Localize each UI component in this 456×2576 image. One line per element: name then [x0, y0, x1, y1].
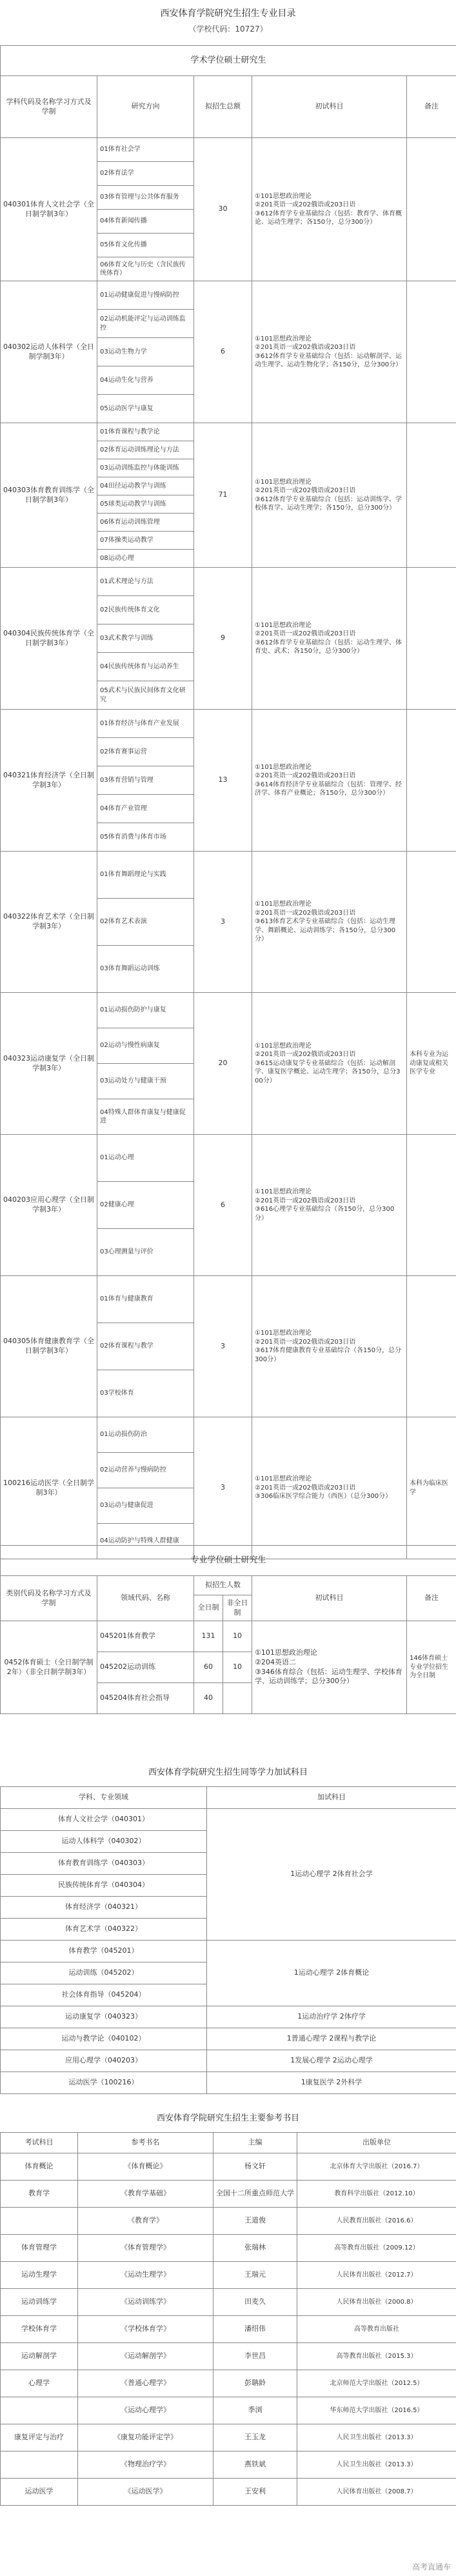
ref-row: [1, 2262, 456, 2289]
direction-item: 03体育营销与管理: [97, 766, 194, 795]
ref-book: 《教育学基础》: [78, 2181, 213, 2208]
page-title: 西安体育学院研究生招生专业目录: [160, 8, 296, 19]
major-note: 本科专业为运动康复或相关医学专业: [407, 993, 456, 1135]
major-exams: [252, 138, 407, 281]
extra-row: [1, 2050, 456, 2072]
prof-field: 045201体育教学: [97, 1621, 194, 1652]
prof-header-quota: 拟招生人数: [194, 1576, 252, 1595]
direction-item: 02体育运动训练理论与方法: [97, 441, 194, 459]
ref-publisher: 人民卫生出版社（2013.3）: [297, 2451, 456, 2479]
extra-field: 运动康复学（040323）: [1, 2006, 207, 2028]
ref-book: 《普通心理学》: [78, 2370, 213, 2397]
direction-item: 03运动生物力学: [97, 338, 194, 366]
ref-editor: 田麦久: [213, 2289, 297, 2316]
major-code: 040322体育艺术学（全日制学制3年）: [1, 852, 97, 993]
ref-publisher: 高等教育出版社（2009.12）: [297, 2235, 456, 2262]
prof-total: 40: [194, 1683, 223, 1714]
exam-line: ②201英语一或202俄语或203日语: [255, 1338, 356, 1346]
prof-parttime: 10: [223, 1621, 252, 1652]
major-note: [407, 423, 456, 568]
extra-body: [1, 1809, 456, 2094]
header-exams: 初试科目: [252, 76, 407, 138]
direction-item: 01体育课程与教学论: [97, 423, 194, 441]
major-row: [1, 568, 456, 596]
prof-exams: [252, 1621, 407, 1714]
exam-line: ①101思想政治理论: [255, 901, 312, 908]
major-code: 040301体育人文社会学（全日制学制3年）: [1, 138, 97, 281]
header-direction: 研究方向: [97, 76, 194, 138]
major-row: [1, 138, 456, 162]
major-row: [1, 710, 456, 738]
ref-publisher: 北京体育大学出版社（2016.7）: [297, 2153, 456, 2181]
ref-row: [1, 2370, 456, 2397]
extra-field: 运动训练（045202）: [1, 1962, 207, 1984]
extra-row: [1, 2028, 456, 2050]
academic-table: [0, 45, 456, 1559]
ref-book: 《物理治疗学》: [78, 2451, 213, 2479]
extra-subjects: 1运动治疗学 2体疗学: [207, 2006, 456, 2028]
extra-row: [1, 1809, 456, 1831]
exam-line: ②201英语一或202俄语或203日语: [255, 201, 356, 208]
direction-item: 02运动机能评定与运动训练监控: [97, 310, 194, 338]
major-row: [1, 281, 456, 310]
major-exams: [252, 993, 407, 1135]
ref-subject: [1, 2451, 78, 2479]
direction-item: 02健康心理: [97, 1182, 194, 1229]
exam-line: ③616心理学专业基础综合（各150分，总分300分）: [255, 1206, 395, 1222]
direction-item: 06体育文化与历史（含民族传统体育）: [97, 257, 194, 281]
exam-line: ③612体育学专业基础综合（包括：运动生理学、体育史、武术；各150分，总分300分）: [255, 639, 402, 655]
prof-header-note: 备注: [407, 1576, 456, 1621]
prof-header-category: 类别代码及名称学习方式及学制: [1, 1576, 97, 1621]
direction-item: 04民族传统体育与运动养生: [97, 653, 194, 681]
extra-table: [0, 1786, 456, 2094]
exam-line: ①101思想政治理论: [255, 1475, 312, 1483]
extra-field: 体育人文社会学（040301）: [1, 1809, 207, 1831]
extra-field: 运动医学（100216）: [1, 2072, 207, 2094]
major-code: 040203应用心理学（全日制学制3年）: [1, 1135, 97, 1276]
exam-line: ③613体育艺术学专业基础综合（包括：运动生理学、舞蹈概论、运动训练学；各150分，总分300分）: [255, 918, 396, 943]
ref-book: 《运动心理学》: [78, 2397, 213, 2424]
ref-publisher: 北京师范大学出版社（2012.5）: [297, 2370, 456, 2397]
extra-field: 体育教育训练学（040303）: [1, 1853, 207, 1875]
refs-table: [0, 2132, 456, 2506]
direction-item: 02民族传统体育文化: [97, 596, 194, 624]
extra-header-subjects: 加试科目: [207, 1787, 456, 1809]
ref-subject: 体育管理学: [1, 2235, 78, 2262]
exam-line: ③617体育健康教育专业基础综合（各150分，总分300分）: [255, 1347, 402, 1363]
direction-item: 07体操类运动教学: [97, 532, 194, 550]
ref-book: 《运动训练学》: [78, 2289, 213, 2316]
prof-header-parttime: 非全日制: [223, 1595, 252, 1621]
extra-field: 体育教学（045201）: [1, 1941, 207, 1962]
ref-subject: [1, 2397, 78, 2424]
ref-publisher: 人民体育出版社（2000.8）: [297, 2289, 456, 2316]
major-note: 本科为临床医学: [407, 1417, 456, 1559]
ref-publisher: 教育科学出版社（2012.10）: [297, 2181, 456, 2208]
direction-item: 06体育运动训练管理: [97, 514, 194, 532]
ref-editor: 杨文轩: [213, 2153, 297, 2181]
extra-subjects: 1康复医学 2外科学: [207, 2072, 456, 2094]
major-row: [1, 1417, 456, 1453]
direction-item: 03武术教学与训练: [97, 624, 194, 653]
exam-line: ①101思想政治理论: [255, 621, 312, 629]
ref-row: [1, 2208, 456, 2235]
extra-row: [1, 1941, 456, 1962]
ref-editor: 燕铁斌: [213, 2451, 297, 2479]
direction-item: 01运动损伤防治: [97, 1417, 194, 1453]
extra-field: 运动与教学论（040102）: [1, 2028, 207, 2050]
direction-item: 01运动心理: [97, 1135, 194, 1182]
major-quota: 13: [194, 710, 252, 852]
professional-band: 专业学位硕士研究生: [1, 1546, 456, 1576]
exam-line: ③612体育学专业基础综合（包括：运动训练学、学校体育学、运动生理学；各150分，总分300分）: [255, 495, 402, 512]
direction-item: 01运动损伤防护与康复: [97, 993, 194, 1028]
major-note: [407, 852, 456, 993]
ref-subject: 运动训练学: [1, 2289, 78, 2316]
exam-line: ②201英语一或202俄语或203日语: [255, 344, 356, 351]
direction-item: 03心理测量与评价: [97, 1229, 194, 1276]
ref-book: 《教育学》: [78, 2208, 213, 2235]
prof-category: 0452体育硕士（全日制学制2年）（非全日制学制3年）: [1, 1621, 97, 1714]
direction-item: 03体育舞蹈运动训练: [97, 946, 194, 993]
prof-header-field: 领域代码、名称: [97, 1576, 194, 1621]
ref-editor: 王道俊: [213, 2208, 297, 2235]
extra-subjects: 1普通心理学 2课程与教学论: [207, 2028, 456, 2050]
direction-item: 08运动心理: [97, 550, 194, 568]
ref-editor: 张瑞林: [213, 2235, 297, 2262]
direction-item: 03体育管理与公共体育服务: [97, 186, 194, 210]
major-quota: 20: [194, 993, 252, 1135]
exam-line: ①101思想政治理论: [255, 763, 312, 771]
exam-line: ②201英语一或202俄语或203日语: [255, 772, 356, 779]
major-exams: [252, 852, 407, 993]
direction-item: 02体育法学: [97, 162, 194, 186]
major-exams: [252, 1135, 407, 1276]
prof-parttime: [223, 1683, 252, 1714]
ref-publisher: 高等教育出版社（2015.3）: [297, 2343, 456, 2370]
ref-editor: 李世昌: [213, 2343, 297, 2370]
refs-title: 西安体育学院研究生招生主要参考书目: [156, 2113, 299, 2123]
prof-parttime: 10: [223, 1652, 252, 1683]
major-row: [1, 1135, 456, 1182]
major-note: [407, 1135, 456, 1276]
ref-row: [1, 2289, 456, 2316]
ref-subject: 体育概论: [1, 2153, 78, 2181]
major-code: 040302运动人体科学（全日制学制3年）: [1, 281, 97, 423]
major-code: 040323运动康复学（全日制学制3年）: [1, 993, 97, 1135]
page-header: [0, 6, 456, 34]
direction-item: 04田径运动教学与训练: [97, 477, 194, 495]
ref-subject: [1, 2208, 78, 2235]
ref-row: [1, 2397, 456, 2424]
major-code: 040321体育经济学（全日制学制3年）: [1, 710, 97, 852]
refs-header-subject: 考试科目: [1, 2133, 78, 2153]
major-quota: 9: [194, 568, 252, 710]
refs-header-publisher: 出版单位: [297, 2133, 456, 2153]
ref-row: [1, 2424, 456, 2451]
ref-row: [1, 2343, 456, 2370]
exam-line: ③612体育学专业基础综合（包括：运动解剖学、运动生理学、运动生物化学；各150分，总分300分）: [255, 352, 402, 368]
direction-item: 03运动处方与健康干预: [97, 1064, 194, 1099]
extra-field: 民族传统体育学（040304）: [1, 1875, 207, 1897]
academic-table-section: [0, 45, 456, 1559]
ref-publisher: 人民体育出版社（2012.7）: [297, 2262, 456, 2289]
ref-row: [1, 2235, 456, 2262]
extra-field: 应用心理学（040203）: [1, 2050, 207, 2072]
extra-field: 社会体育指导（045204）: [1, 1984, 207, 2006]
exam-line: ①101思想政治理论: [255, 335, 312, 343]
major-code: 040303体育教育训练学（全日制学制3年）: [1, 423, 97, 568]
extra-subjects: 1运动心理学 2体育概论: [207, 1941, 456, 2006]
professional-table: [0, 1545, 456, 1714]
prof-note: 146体育硕士专业学位招生为全日制: [407, 1621, 456, 1714]
direction-item: 05体育文化传播: [97, 234, 194, 257]
ref-editor: 潘绍伟: [213, 2316, 297, 2343]
major-code: 100216运动医学（全日制学制3年）: [1, 1417, 97, 1559]
direction-item: 01体育与健康教育: [97, 1276, 194, 1323]
exam-line: ③612体育学专业基础综合（包括：教育学、体育概论、运动生理学；各150分，总分300分）: [255, 210, 402, 226]
major-quota: 6: [194, 1135, 252, 1276]
ref-subject: 康复评定与治疗: [1, 2424, 78, 2451]
major-note: [407, 281, 456, 423]
ref-editor: 彭聃龄: [213, 2370, 297, 2397]
header-note: 备注: [407, 76, 456, 138]
direction-item: 02运动与慢性病康复: [97, 1028, 194, 1064]
direction-item: 02体育赛事运营: [97, 738, 194, 766]
ref-subject: 运动生理学: [1, 2262, 78, 2289]
prof-total: 131: [194, 1621, 223, 1652]
ref-row: [1, 2479, 456, 2506]
major-quota: 3: [194, 852, 252, 993]
refs-header-editor: 主编: [213, 2133, 297, 2153]
direction-item: 05体育消费与体育市场: [97, 823, 194, 852]
ref-book: 《运动解剖学》: [78, 2343, 213, 2370]
ref-row: [1, 2316, 456, 2343]
prof-exam-line: ③346体育综合（包括：运动生理学、学校体育学、运动训练学；总分300分）: [255, 1667, 402, 1686]
ref-publisher: 人民卫生出版社（2013.3）: [297, 2424, 456, 2451]
major-row: [1, 993, 456, 1028]
direction-item: 01体育舞蹈理论与实践: [97, 852, 194, 899]
exam-line: ①101思想政治理论: [255, 1330, 312, 1337]
exam-line: ②201英语一或202俄语或203日语: [255, 1051, 356, 1059]
exam-line: ②201英语一或202俄语或203日语: [255, 1484, 356, 1492]
prof-field: 045204体育社会指导: [97, 1683, 194, 1714]
ref-editor: 季浏: [213, 2397, 297, 2424]
ref-publisher: 华东师范大学出版社（2016.5）: [297, 2397, 456, 2424]
major-code: 040305体育健康教育学（全日制学制3年）: [1, 1276, 97, 1417]
ref-subject: 学校体育学: [1, 2316, 78, 2343]
ref-book: 《康复功能评定学》: [78, 2424, 213, 2451]
direction-item: 02运动营养与慢病防控: [97, 1453, 194, 1488]
major-quota: 71: [194, 423, 252, 568]
ref-row: [1, 2181, 456, 2208]
direction-item: 04体育产业管理: [97, 795, 194, 823]
major-note: [407, 1276, 456, 1417]
direction-item: 04运动防护与特殊人群健康: [97, 1524, 194, 1559]
major-row: [1, 423, 456, 441]
major-row: [1, 852, 456, 899]
direction-item: 05运动医学与康复: [97, 395, 194, 423]
major-exams: [252, 1417, 407, 1559]
header-code: 学科代码及名称学习方式及学制: [1, 76, 97, 138]
prof-total: 60: [194, 1652, 223, 1683]
ref-book: 《运动生理学》: [78, 2262, 213, 2289]
major-exams: [252, 1276, 407, 1417]
academic-body: [1, 138, 456, 1559]
major-code: 040304民族传统体育学（全日制学制3年）: [1, 568, 97, 710]
ref-book: 《体育管理学》: [78, 2235, 213, 2262]
major-note: [407, 138, 456, 281]
extra-header-field: 学科、专业领域: [1, 1787, 207, 1809]
major-quota: 6: [194, 281, 252, 423]
exam-line: ②201英语一或202俄语或203日语: [255, 909, 356, 917]
exam-line: ①101思想政治理论: [255, 192, 312, 200]
refs-header-book: 参考书名: [78, 2133, 213, 2153]
direction-item: 04运动生化与营养: [97, 366, 194, 395]
ref-subject: 运动解剖学: [1, 2343, 78, 2370]
header-quota: 拟招生总额: [194, 76, 252, 138]
extra-field: 体育艺术学（040322）: [1, 1919, 207, 1941]
major-quota: 3: [194, 1417, 252, 1559]
exam-line: ①101思想政治理论: [255, 1042, 312, 1050]
direction-item: 03运动与健康促进: [97, 1488, 194, 1524]
ref-editor: 全国十二所重点师范大学: [213, 2181, 297, 2208]
direction-item: 01体育经济与体育产业发展: [97, 710, 194, 738]
direction-item: 03运动训练监控与体能训练: [97, 459, 194, 477]
school-code: （学校代码：10727）: [188, 25, 268, 34]
academic-band: 学术学位硕士研究生: [1, 46, 456, 76]
ref-book: 《体育概论》: [78, 2153, 213, 2181]
exam-line: ①101思想政治理论: [255, 1188, 312, 1195]
prof-exam-line: ②204英语二: [255, 1657, 296, 1666]
exam-line: ②201英语一或202俄语或203日语: [255, 487, 356, 494]
direction-item: 05武术与民族民间体育文化研究: [97, 681, 194, 710]
prof-header-exams: 初试科目: [252, 1576, 407, 1621]
direction-item: 02体育艺术表演: [97, 899, 194, 946]
direction-item: 03学校体育: [97, 1370, 194, 1417]
direction-item: 05球类运动教学与训练: [97, 495, 194, 514]
refs-section: [0, 2111, 456, 2506]
major-exams: [252, 423, 407, 568]
exam-line: ②201英语一或202俄语或203日语: [255, 630, 356, 637]
major-quota: 3: [194, 1276, 252, 1417]
major-note: [407, 710, 456, 852]
direction-item: 01武术理论与方法: [97, 568, 194, 596]
refs-body: [1, 2153, 456, 2506]
professional-table-section: [0, 1545, 456, 1714]
ref-editor: 王瑞元: [213, 2262, 297, 2289]
ref-publisher: 人民体育出版社（2008.7）: [297, 2479, 456, 2506]
watermark: 高考直通车: [411, 2562, 451, 2571]
exam-line: ③614体育经济学专业基础综合（包括：管理学、经济学、体育产业概论；各150分，总分300分）: [255, 781, 402, 797]
exam-line: ③306临床医学综合能力（西医）（总分300分）: [255, 1493, 392, 1501]
extra-row: [1, 2006, 456, 2028]
extra-subjects: 1运动心理学 2体育社会学: [207, 1809, 456, 1941]
ref-subject: 运动医学: [1, 2479, 78, 2506]
direction-item: 04体育新闻传播: [97, 210, 194, 234]
direction-item: 04特殊人群体育康复与健康促进: [97, 1099, 194, 1135]
ref-subject: 心理学: [1, 2370, 78, 2397]
direction-item: 01体育社会学: [97, 138, 194, 162]
direction-item: 01运动健康促进与慢病防控: [97, 281, 194, 310]
major-row: [1, 1276, 456, 1323]
ref-row: [1, 2451, 456, 2479]
extra-section: [0, 1765, 456, 2094]
prof-header-fulltime: 全日制: [194, 1595, 223, 1621]
prof-exam-line: ①101思想政治理论: [255, 1648, 317, 1657]
extra-field: 体育经济学（040321）: [1, 1897, 207, 1919]
extra-field: 运动人体科学（040302）: [1, 1831, 207, 1853]
major-note: [407, 568, 456, 710]
extra-subjects: 1发展心理学 2运动心理学: [207, 2050, 456, 2072]
ref-book: 《运动医学》: [78, 2479, 213, 2506]
major-exams: [252, 568, 407, 710]
direction-item: 02体育课程与教学: [97, 1323, 194, 1370]
prof-field: 045202运动训练: [97, 1652, 194, 1683]
exam-line: ③615运动康复学专业基础综合（包括：运动解剖学、康复医学概论、运动生理学；各150分，总分300分）: [255, 1059, 401, 1084]
ref-editor: 王安利: [213, 2479, 297, 2506]
extra-row: [1, 2072, 456, 2094]
major-quota: 30: [194, 138, 252, 281]
major-exams: [252, 281, 407, 423]
ref-publisher: 高等教育出版社: [297, 2316, 456, 2343]
extra-title: 西安体育学院研究生招生同等学力加试科目: [148, 1768, 308, 1777]
major-exams: [252, 710, 407, 852]
exam-line: ②201英语一或202俄语或203日语: [255, 1197, 356, 1204]
exam-line: ①101思想政治理论: [255, 478, 312, 486]
ref-book: 《学校体育学》: [78, 2316, 213, 2343]
ref-row: [1, 2153, 456, 2181]
ref-publisher: 人民教育出版社（2016.6）: [297, 2208, 456, 2235]
ref-editor: 王玉龙: [213, 2424, 297, 2451]
ref-subject: 教育学: [1, 2181, 78, 2208]
